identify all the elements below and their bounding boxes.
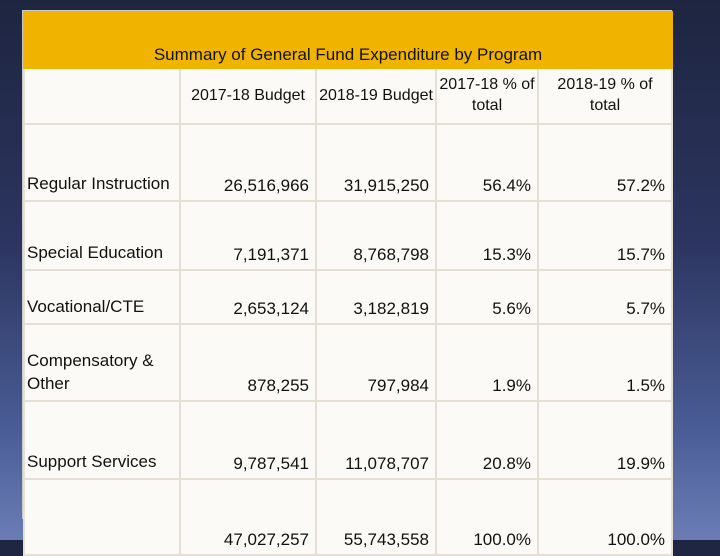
pct-2017-18: 5.6% bbox=[436, 270, 538, 324]
total-row bbox=[24, 479, 672, 555]
table-row bbox=[24, 270, 672, 324]
header-pct-2017-18: 2017-18 % of total bbox=[436, 68, 538, 124]
total-budget-2018-19: 55,743,558 bbox=[316, 479, 436, 555]
program-name: Support Services bbox=[24, 401, 180, 479]
pct-2018-19: 57.2% bbox=[538, 124, 672, 201]
budget-2017-18: 9,787,541 bbox=[180, 401, 316, 479]
header-pct-2018-19: 2018-19 % of total bbox=[538, 68, 672, 124]
expenditure-table-container bbox=[22, 10, 672, 549]
budget-2017-18: 878,255 bbox=[180, 324, 316, 401]
program-name bbox=[24, 479, 180, 555]
pct-2017-18: 56.4% bbox=[436, 124, 538, 201]
table-row bbox=[24, 124, 672, 201]
budget-2017-18: 2,653,124 bbox=[180, 270, 316, 324]
program-name: Regular Instruction bbox=[24, 124, 180, 201]
program-name: Special Education bbox=[24, 201, 180, 270]
table-row bbox=[24, 401, 672, 479]
pct-2018-19: 15.7% bbox=[538, 201, 672, 270]
header-row bbox=[24, 68, 672, 124]
budget-2018-19: 11,078,707 bbox=[316, 401, 436, 479]
total-budget-2017-18: 47,027,257 bbox=[180, 479, 316, 555]
title-row bbox=[24, 12, 672, 68]
budget-2017-18: 26,516,966 bbox=[180, 124, 316, 201]
budget-2017-18: 7,191,371 bbox=[180, 201, 316, 270]
program-name: Vocational/CTE bbox=[24, 270, 180, 324]
table-row bbox=[24, 201, 672, 270]
budget-2018-19: 31,915,250 bbox=[316, 124, 436, 201]
table-title: Summary of General Fund Expenditure by Program bbox=[24, 12, 672, 68]
header-budget-2018-19: 2018-19 Budget bbox=[316, 68, 436, 124]
budget-2018-19: 3,182,819 bbox=[316, 270, 436, 324]
header-program bbox=[24, 68, 180, 124]
pct-2018-19: 5.7% bbox=[538, 270, 672, 324]
pct-2017-18: 20.8% bbox=[436, 401, 538, 479]
total-pct-2017-18: 100.0% bbox=[436, 479, 538, 555]
pct-2017-18: 1.9% bbox=[436, 324, 538, 401]
program-name: Compensatory & Other bbox=[24, 324, 180, 401]
pct-2018-19: 19.9% bbox=[538, 401, 672, 479]
expenditure-table bbox=[23, 11, 673, 556]
header-budget-2017-18: 2017-18 Budget bbox=[180, 68, 316, 124]
budget-2018-19: 8,768,798 bbox=[316, 201, 436, 270]
total-pct-2018-19: 100.0% bbox=[538, 479, 672, 555]
pct-2018-19: 1.5% bbox=[538, 324, 672, 401]
pct-2017-18: 15.3% bbox=[436, 201, 538, 270]
budget-2018-19: 797,984 bbox=[316, 324, 436, 401]
table-row bbox=[24, 324, 672, 401]
